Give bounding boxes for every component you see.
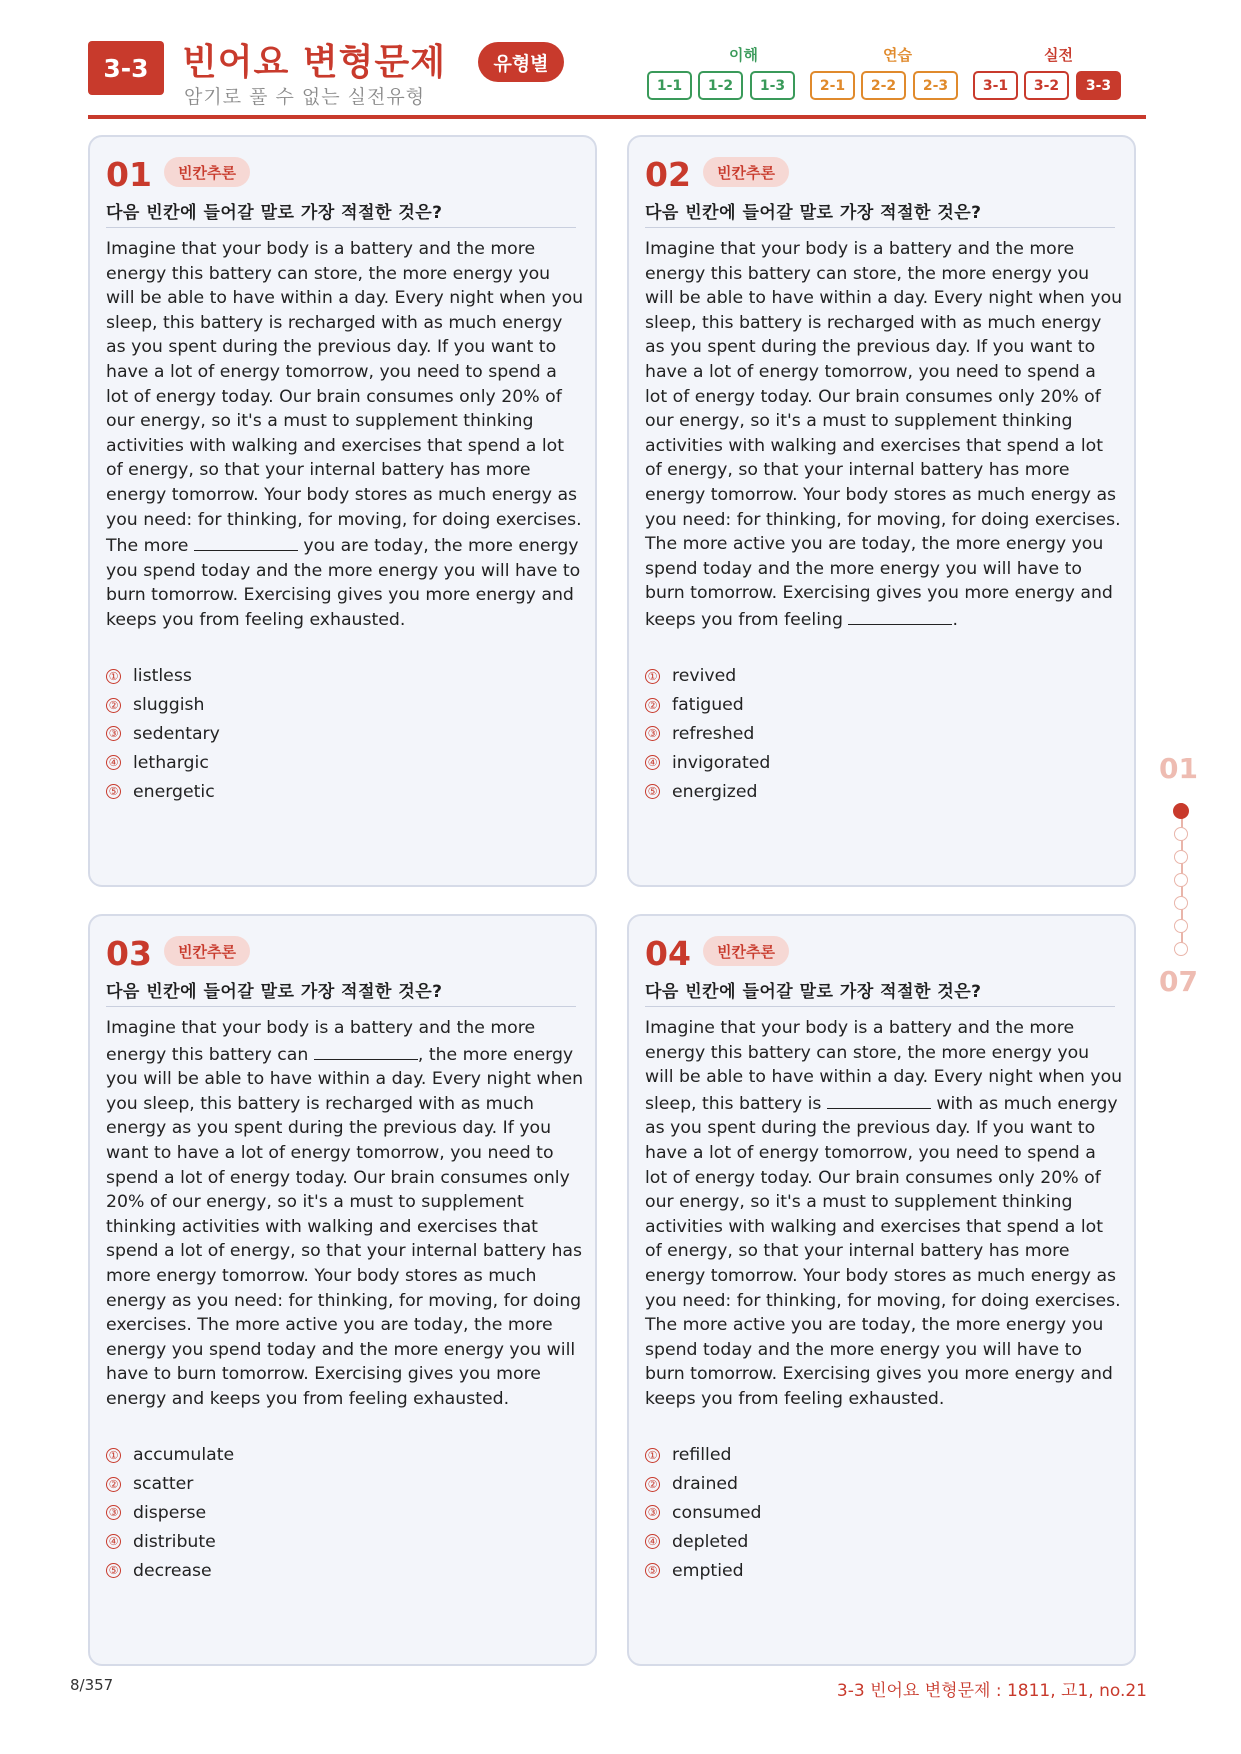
level-group-label-real: 실전 <box>1044 46 1073 64</box>
question-prompt: 다음 빈칸에 들어갈 말로 가장 적절한 것은? <box>106 203 443 223</box>
choice-marker-3: ③ <box>645 726 660 741</box>
choice-text: energetic <box>133 781 215 802</box>
question-prompt: 다음 빈칸에 들어갈 말로 가장 적절한 것은? <box>106 982 443 1002</box>
question-prompt: 다음 빈칸에 들어갈 말로 가장 적절한 것은? <box>645 982 982 1002</box>
choice-marker-1: ① <box>106 1448 121 1463</box>
pager-dot-7[interactable] <box>1174 942 1188 956</box>
choice-3[interactable] <box>645 720 770 749</box>
question-number: 04 <box>645 934 691 973</box>
choice-marker-5: ⑤ <box>106 784 121 799</box>
choice-text: depleted <box>672 1531 749 1552</box>
passage <box>106 237 584 633</box>
level-button-2-2[interactable]: 2-2 <box>861 71 906 100</box>
question-number: 03 <box>106 934 152 973</box>
blank-line <box>827 1090 931 1109</box>
passage-after-blank: with as much energy as you spent during the previous day. If you want to have a lot of energy tomorrow, you need to spend a lot of energy today. Our brain consumes only 20% of our energy, so it's a must to supplement thinking activities with walking and exercises that spend a lot of energy, so that your internal battery has more energy tomorrow. Your body stores as much energy as you need: for thinking, for moving, for doing exercises. The more active you are today, the more energy you spend today and the more energy you will have to burn tomorrow. Exercising gives you more energy and keeps you from feeling exhausted. <box>645 1093 1121 1409</box>
level-group-label-practice: 연습 <box>883 46 912 64</box>
level-button-2-3[interactable]: 2-3 <box>913 71 958 100</box>
question-type-tag: 빈칸추론 <box>164 157 250 187</box>
section-badge: 3-3 <box>88 41 164 95</box>
level-button-1-1[interactable]: 1-1 <box>647 71 692 100</box>
page-subtitle: 암기로 풀 수 없는 실전유형 <box>184 86 426 108</box>
choice-text: refreshed <box>672 723 755 744</box>
blank-line <box>314 1041 418 1060</box>
blank-line <box>194 532 298 551</box>
level-button-3-2[interactable]: 3-2 <box>1024 71 1069 100</box>
choice-4[interactable] <box>645 748 770 777</box>
choice-text: emptied <box>672 1560 744 1581</box>
choice-marker-3: ③ <box>106 726 121 741</box>
choice-text: sluggish <box>133 695 205 716</box>
level-button-1-2[interactable]: 1-2 <box>698 71 743 100</box>
blank-line <box>848 606 952 625</box>
prompt-divider <box>106 227 576 228</box>
choice-marker-1: ① <box>645 669 660 684</box>
choice-marker-4: ④ <box>645 755 660 770</box>
choice-text: accumulate <box>133 1445 235 1466</box>
passage-after-blank: you are today, the more energy you spend today and the more energy you will have to burn tomorrow. Exercising gives you more energy and keeps you from feeling exhausted. <box>106 536 581 630</box>
pager-dot-6[interactable] <box>1174 919 1188 933</box>
choice-2[interactable] <box>645 691 770 720</box>
question-card-01 <box>88 135 597 887</box>
choice-3[interactable] <box>645 1499 761 1528</box>
choice-marker-4: ④ <box>106 755 121 770</box>
choice-text: sedentary <box>133 723 220 744</box>
choice-text: energized <box>672 781 758 802</box>
level-button-2-1[interactable]: 2-1 <box>810 71 855 100</box>
choice-4[interactable] <box>106 748 220 777</box>
choice-text: listless <box>133 666 192 687</box>
choice-list <box>106 662 220 806</box>
choice-text: decrease <box>133 1560 212 1581</box>
choice-5[interactable] <box>106 777 220 806</box>
choice-marker-5: ⑤ <box>645 784 660 799</box>
pager-dot-5[interactable] <box>1174 896 1188 910</box>
passage <box>645 237 1123 633</box>
choice-marker-3: ③ <box>106 1505 121 1520</box>
choice-marker-2: ② <box>645 698 660 713</box>
choice-marker-4: ④ <box>106 1534 121 1549</box>
pager-dot-2[interactable] <box>1174 827 1188 841</box>
choice-1[interactable] <box>645 662 770 691</box>
choice-5[interactable] <box>645 777 770 806</box>
choice-text: disperse <box>133 1502 207 1523</box>
choice-list <box>106 1441 234 1585</box>
choice-1[interactable] <box>106 1441 234 1470</box>
pager-end: 07 <box>1159 965 1198 998</box>
choice-3[interactable] <box>106 720 220 749</box>
prompt-divider <box>645 227 1115 228</box>
choice-text: lethargic <box>133 752 209 773</box>
choice-2[interactable] <box>645 1470 761 1499</box>
choice-marker-4: ④ <box>645 1534 660 1549</box>
passage-after-blank: , the more energy you will be able to have within a day. Every night when you sleep, this battery is recharged with as much energy as you spent during the previous day. If you want to have a lot of energy tomorrow, you need to spend a lot of energy today. Our brain consumes only 20% of our energy, so it's a must to supplement thinking activities with walking and exercises that spend a lot of energy, so that your internal battery has more energy tomorrow. Your body stores as much energy as you need: for thinking, for moving, for doing exercises. The more active you are today, the more energy you spend today and the more energy you will have to burn tomorrow. Exercising gives you more energy and keeps you from feeling exhausted. <box>106 1044 584 1409</box>
prompt-divider <box>106 1006 576 1007</box>
choice-marker-2: ② <box>645 1477 660 1492</box>
choice-list <box>645 662 770 806</box>
passage-before-blank: Imagine that your body is a battery and the more energy this battery can store, the more energy you will be able to have within a day. Every night when you sleep, this battery is recharged with as much energy as you spent during the previous day. If you want to have a lot of energy tomorrow, you need to spend a lot of energy today. Our brain consumes only 20% of our energy, so it's a must to supplement thinking activities with walking and exercises that spend a lot of energy, so that your internal battery has more energy tomorrow. Your body stores as much energy as you need: for thinking, for moving, for doing exercises. The more active you are today, the more energy you spend today and the more energy you will have to burn tomorrow. Exercising gives you more energy and keeps you from feeling <box>645 239 1123 630</box>
question-prompt: 다음 빈칸에 들어갈 말로 가장 적절한 것은? <box>645 203 982 223</box>
choice-text: revived <box>672 666 737 687</box>
page-title: 빈어요 변형문제 <box>182 42 446 83</box>
level-group-label-understand: 이해 <box>729 46 758 64</box>
question-card-03 <box>88 914 597 1666</box>
choice-1[interactable] <box>106 662 220 691</box>
pager-start: 01 <box>1159 752 1198 785</box>
passage-before-blank: Imagine that your body is a battery and the more energy this battery can <box>106 1018 536 1065</box>
question-type-tag: 빈칸추론 <box>703 936 789 966</box>
choice-marker-1: ① <box>645 1448 660 1463</box>
level-button-1-3[interactable]: 1-3 <box>750 71 795 100</box>
choice-2[interactable] <box>106 1470 234 1499</box>
question-type-tag: 빈칸추론 <box>164 936 250 966</box>
question-number: 01 <box>106 155 152 194</box>
choice-marker-5: ⑤ <box>645 1563 660 1578</box>
page-count: 8/357 <box>70 1676 114 1694</box>
choice-marker-2: ② <box>106 698 121 713</box>
pager-dot-3[interactable] <box>1174 850 1188 864</box>
level-button-3-3-active[interactable]: 3-3 <box>1076 71 1121 100</box>
choice-2[interactable] <box>106 691 220 720</box>
passage-before-blank: Imagine that your body is a battery and the more energy this battery can store, the more energy you will be able to have within a day. Every night when you sleep, this battery is <box>645 1018 1123 1114</box>
choice-marker-1: ① <box>106 669 121 684</box>
question-number: 02 <box>645 155 691 194</box>
footer-reference: 3-3 빈어요 변형문제 : 1811, 고1, no.21 <box>836 1681 1147 1701</box>
passage-before-blank: Imagine that your body is a battery and the more energy this battery can store, the more energy you will be able to have within a day. Every night when you sleep, this battery is recharged with as much energy as you spent during the previous day. If you want to have a lot of energy tomorrow, you need to spend a lot of energy today. Our brain consumes only 20% of our energy, so it's a must to supplement thinking activities with walking and exercises that spend a lot of energy, so that your internal battery has more energy tomorrow. Your body stores as much energy as you need: for thinking, for moving, for doing exercises. The more <box>106 239 584 557</box>
pager-dot-1-current[interactable] <box>1173 803 1189 819</box>
passage <box>106 1016 584 1412</box>
choice-3[interactable] <box>106 1499 234 1528</box>
pager-dot-4[interactable] <box>1174 873 1188 887</box>
question-type-tag: 빈칸추론 <box>703 157 789 187</box>
passage-after-blank: . <box>952 609 958 630</box>
type-pill: 유형별 <box>478 42 564 82</box>
choice-marker-3: ③ <box>645 1505 660 1520</box>
choice-4[interactable] <box>106 1527 234 1556</box>
choice-text: scatter <box>133 1474 194 1495</box>
choice-text: distribute <box>133 1531 216 1552</box>
choice-text: consumed <box>672 1502 762 1523</box>
choice-marker-5: ⑤ <box>106 1563 121 1578</box>
choice-text: drained <box>672 1474 739 1495</box>
choice-5[interactable] <box>645 1556 761 1585</box>
prompt-divider <box>645 1006 1115 1007</box>
choice-text: fatigued <box>672 695 744 716</box>
choice-4[interactable] <box>645 1527 761 1556</box>
passage <box>645 1016 1123 1412</box>
header-divider <box>88 115 1146 119</box>
choice-marker-2: ② <box>106 1477 121 1492</box>
level-button-3-1[interactable]: 3-1 <box>973 71 1018 100</box>
choice-1[interactable] <box>645 1441 761 1470</box>
choice-text: invigorated <box>672 752 771 773</box>
question-card-02 <box>627 135 1136 887</box>
choice-list <box>645 1441 761 1585</box>
choice-text: refilled <box>672 1445 732 1466</box>
choice-5[interactable] <box>106 1556 234 1585</box>
question-card-04 <box>627 914 1136 1666</box>
